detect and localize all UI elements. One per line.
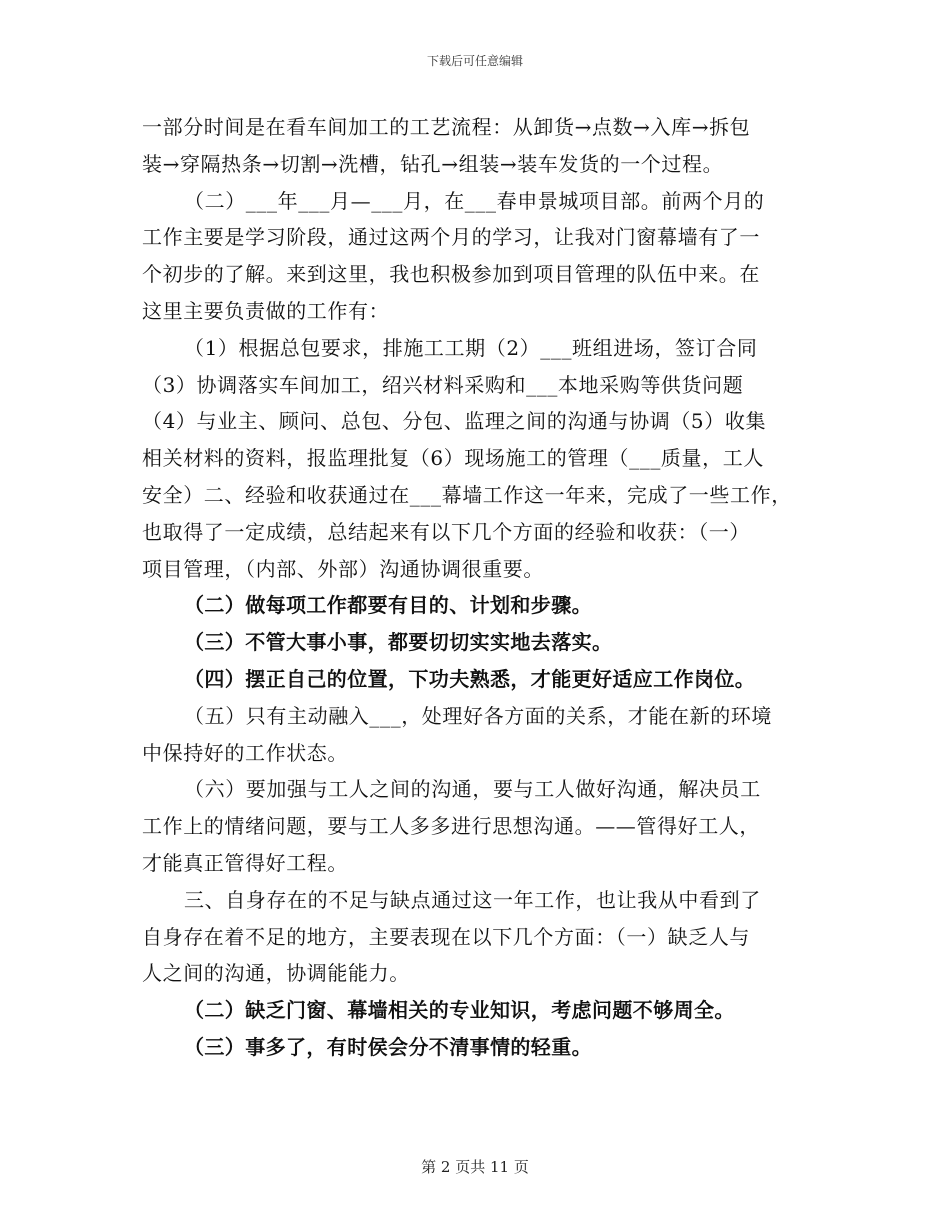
paragraph-6: （四）摆正自己的位置，下功夫熟悉，才能更好适应工作岗位。	[184, 666, 756, 691]
paragraph-5: （三）不管大事小事，都要切切实实地去落实。	[184, 630, 613, 655]
paragraph-1: 一部分时间是在看车间加工的工艺流程：从卸货→点数→入库→拆包 装→穿隔热条→切割→洗槽，钻孔→组装→装车发货的一个过程。	[142, 115, 751, 176]
paragraph-9: 三、自身存在的不足与缺点通过这一年工作，也让我从中看到了 自身存在着不足的地方，主要表现在以下几个方面：（一）缺乏人与 人之间的沟通，协调能能力。	[142, 887, 761, 986]
document-body	[142, 109, 818, 1066]
paragraph-8: （六）要加强与工人之间的沟通，要与工人做好沟通，解决员工 工作上的情绪问题，要与工人多多进行思想沟通。——管得好工人， 才能真正管得好工程。	[142, 777, 761, 875]
paragraph-11: （三）事多了，有时侯会分不清事情的轻重。	[184, 1034, 592, 1059]
paragraph-7: （五）只有主动融入___，处理好各方面的关系，才能在新的环境 中保持好的工作状态。	[142, 703, 772, 765]
paragraph-3: （1）根据总包要求，排施工工期（2）___班组进场，签订合同 （3）协调落实车间加工，绍兴材料采购和___本地采购等供货问题 （4）与业主、顾问、总包、分包、监理之间的沟通与协调（5）收集 相关材料的资料，报监理批复（6）现场施工的管理（___质量，工人 安全）二、经验和收获通过在___幕墙工作这一年来，完成了一些工作， 也取得了一定成绩，总结起来有以下几个方面的经验和收获：（一） 项目管理，（内部、外部）沟通协调很重要。	[142, 335, 792, 581]
page-header: 下载后可任意编辑	[426, 54, 523, 68]
paragraph-10: （二）缺乏门窗、幕墙相关的专业知识，考虑问题不够周全。	[184, 998, 735, 1023]
page-footer: 第 2 页共 11 页	[421, 1158, 529, 1176]
paragraph-4: （二）做每项工作都要有目的、计划和步骤。	[184, 593, 592, 618]
paragraph-2: （二）___年___月—___月，在___春申景城项目部。前两个月的 工作主要是学习阶段，通过这两个月的学习，让我对门窗幕墙有了一 个初步的了解。来到这里，我也积极参加到项目管理的队伍中来。在 这里主要负责做的工作有：	[142, 188, 765, 323]
